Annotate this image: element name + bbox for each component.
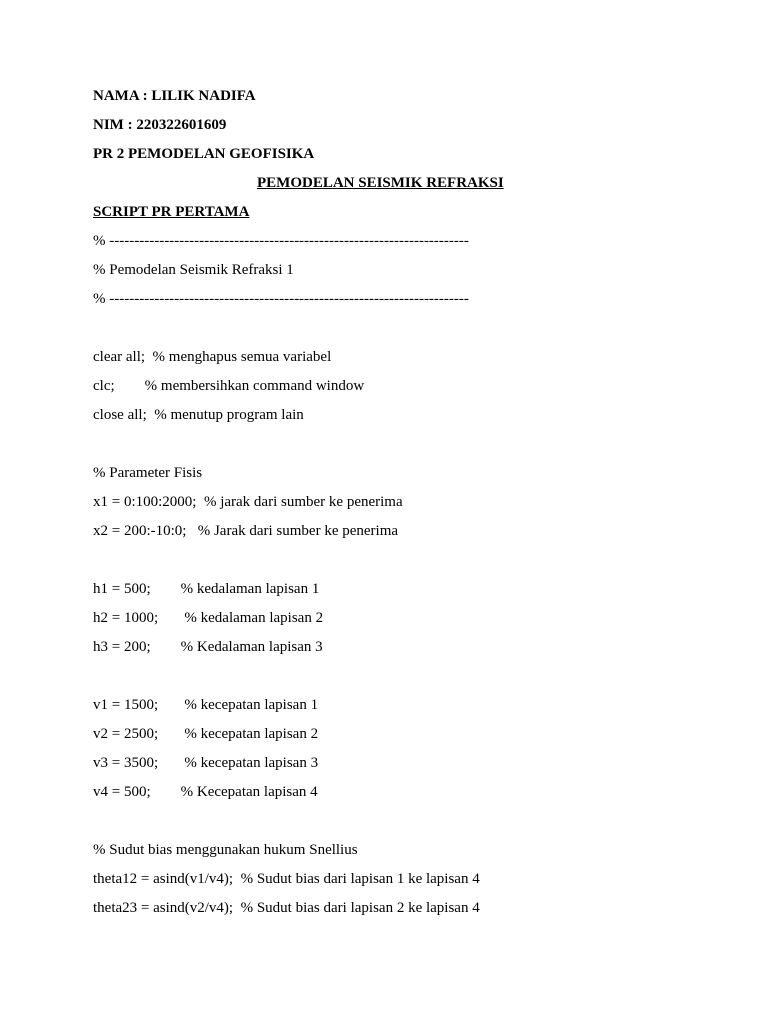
code-line-clc: clc; % membersihkan command window — [93, 378, 365, 394]
code-separator-top: % ------------------------------------------------------------------------ — [93, 233, 469, 249]
course-title: PR 2 PEMODELAN GEOFISIKA — [93, 146, 315, 162]
code-line-clear: clear all; % menghapus semua variabel — [93, 349, 332, 365]
student-nim: NIM : 220322601609 — [93, 117, 227, 133]
code-line-v2: v2 = 2500; % kecepatan lapisan 2 — [93, 726, 319, 742]
code-line-close: close all; % menutup program lain — [93, 407, 304, 423]
code-line-h1: h1 = 500; % kedalaman lapisan 1 — [93, 581, 320, 597]
code-line-theta23: theta23 = asind(v2/v4); % Sudut bias dari lapisan 2 ke lapisan 4 — [93, 900, 480, 916]
code-line-v3: v3 = 3500; % kecepatan lapisan 3 — [93, 755, 319, 771]
code-comment-parameters: % Parameter Fisis — [93, 465, 203, 481]
code-line-x2: x2 = 200:-10:0; % Jarak dari sumber ke penerima — [93, 523, 399, 539]
code-line-v1: v1 = 1500; % kecepatan lapisan 1 — [93, 697, 319, 713]
code-line-v4: v4 = 500; % Kecepatan lapisan 4 — [93, 784, 318, 800]
script-heading: SCRIPT PR PERTAMA — [93, 204, 250, 220]
code-comment-title: % Pemodelan Seismik Refraksi 1 — [93, 262, 294, 278]
code-line-h3: h3 = 200; % Kedalaman lapisan 3 — [93, 639, 323, 655]
code-separator-bottom: % ------------------------------------------------------------------------ — [93, 291, 469, 307]
code-line-x1: x1 = 0:100:2000; % jarak dari sumber ke penerima — [93, 494, 403, 510]
document-title: PEMODELAN SEISMIK REFRAKSI — [257, 175, 504, 191]
code-comment-snellius: % Sudut bias menggunakan hukum Snellius — [93, 842, 358, 858]
student-name: NAMA : LILIK NADIFA — [93, 88, 256, 104]
code-line-h2: h2 = 1000; % kedalaman lapisan 2 — [93, 610, 324, 626]
code-line-theta12: theta12 = asind(v1/v4); % Sudut bias dari lapisan 1 ke lapisan 4 — [93, 871, 480, 887]
